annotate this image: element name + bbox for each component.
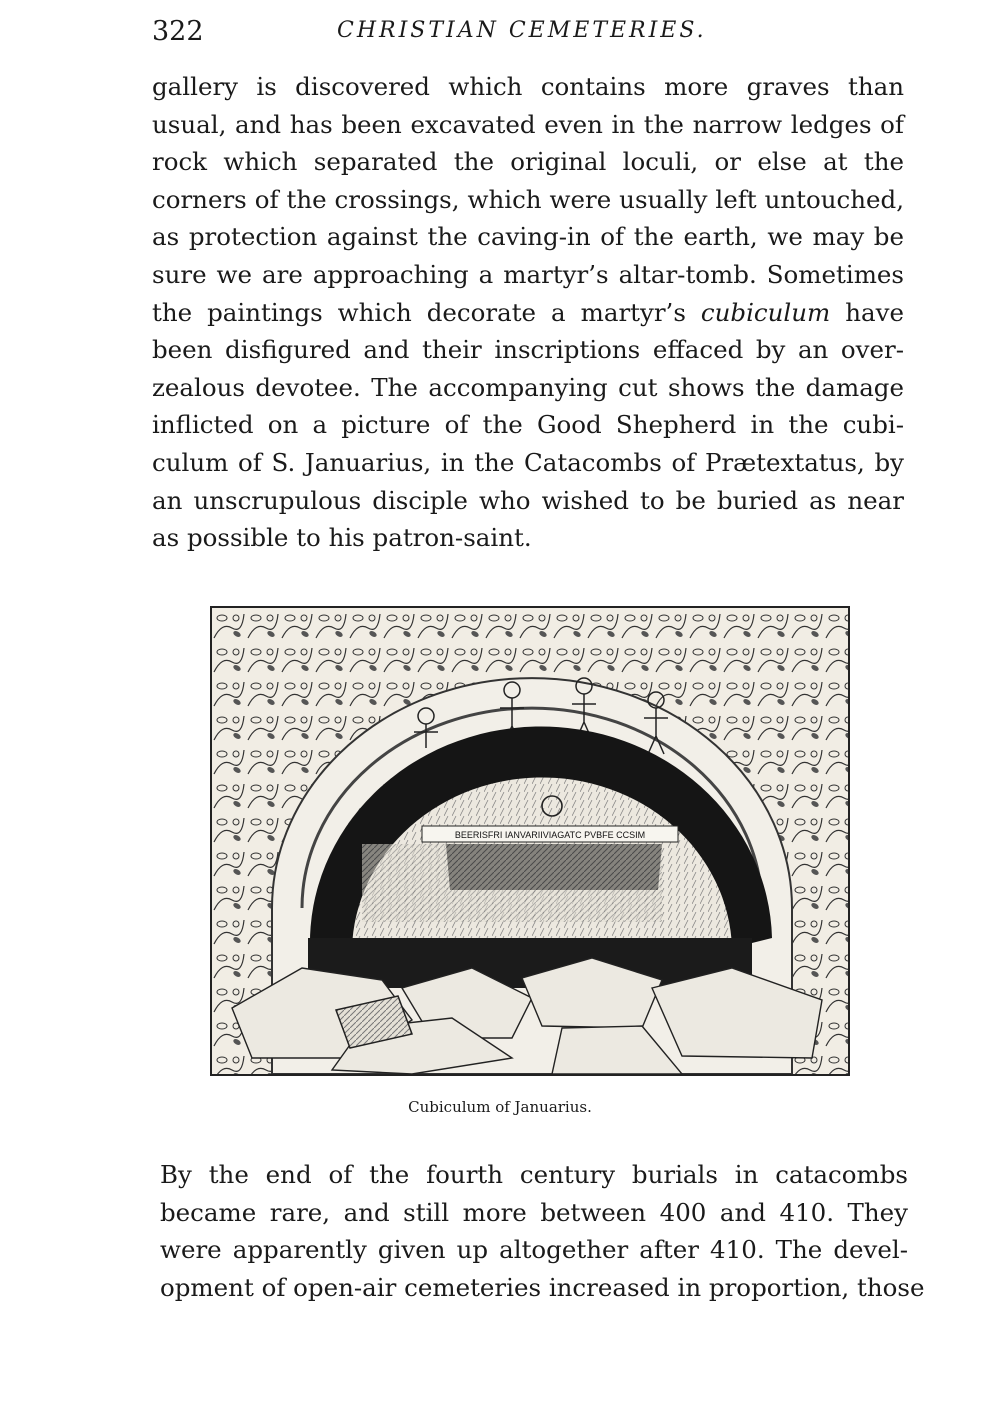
text-line: By the end of the fourth century burials in catacombs — [160, 1160, 908, 1189]
page-header — [152, 16, 912, 50]
body-paragraph-1 — [152, 68, 904, 557]
text-line: sure we are approaching a martyr’s altar-tomb. Sometimes — [152, 259, 904, 289]
figure-caption: Cubiculum of Januarius. — [408, 1098, 592, 1116]
text-fragment: the paintings which decorate a martyr’s — [152, 297, 686, 327]
text-line: been disfigured and their inscriptions effaced by an over- — [152, 335, 904, 365]
text-line: were apparently given up altogether after 410. The devel- — [160, 1235, 908, 1265]
text-line: culum of S. Januarius, in the Catacombs of Prætextatus, by — [152, 447, 904, 477]
text-fragment: have — [845, 297, 904, 327]
text-line: as protection against the caving-in of the earth, we may be — [152, 222, 904, 252]
text-line — [152, 294, 904, 332]
body-paragraph-2 — [160, 1156, 925, 1306]
text-line: became rare, and still more between 400 and 410. They — [160, 1197, 908, 1227]
italic-term: cubiculum — [700, 297, 831, 327]
inscription-text: BEERISFRI IANVARIIVIAGATC PVBFE CCSIM — [454, 830, 646, 840]
text-line: opment of open-air cemeteries increased in proportion, those — [160, 1272, 925, 1302]
engraving-illustration — [212, 608, 848, 1074]
text-line: as possible to his patron-saint. — [152, 523, 532, 553]
text-line: gallery is discovered which contains more graves than — [152, 72, 904, 101]
text-line: an unscrupulous disciple who wished to be buried as near — [152, 485, 904, 515]
text-line: corners of the crossings, which were usually left untouched, — [152, 184, 904, 214]
text-line: zealous devotee. The accompanying cut shows the damage — [152, 372, 904, 402]
text-line: inflicted on a picture of the Good Shepherd in the cubi- — [152, 410, 904, 440]
text-line: rock which separated the original loculi, or else at the — [152, 147, 904, 177]
running-head: CHRISTIAN CEMETERIES. — [337, 18, 707, 43]
engraving-cubiculum-of-januarius — [210, 606, 850, 1076]
text-line: usual, and has been excavated even in the narrow ledges of — [152, 109, 904, 139]
page-number: 322 — [152, 16, 204, 47]
